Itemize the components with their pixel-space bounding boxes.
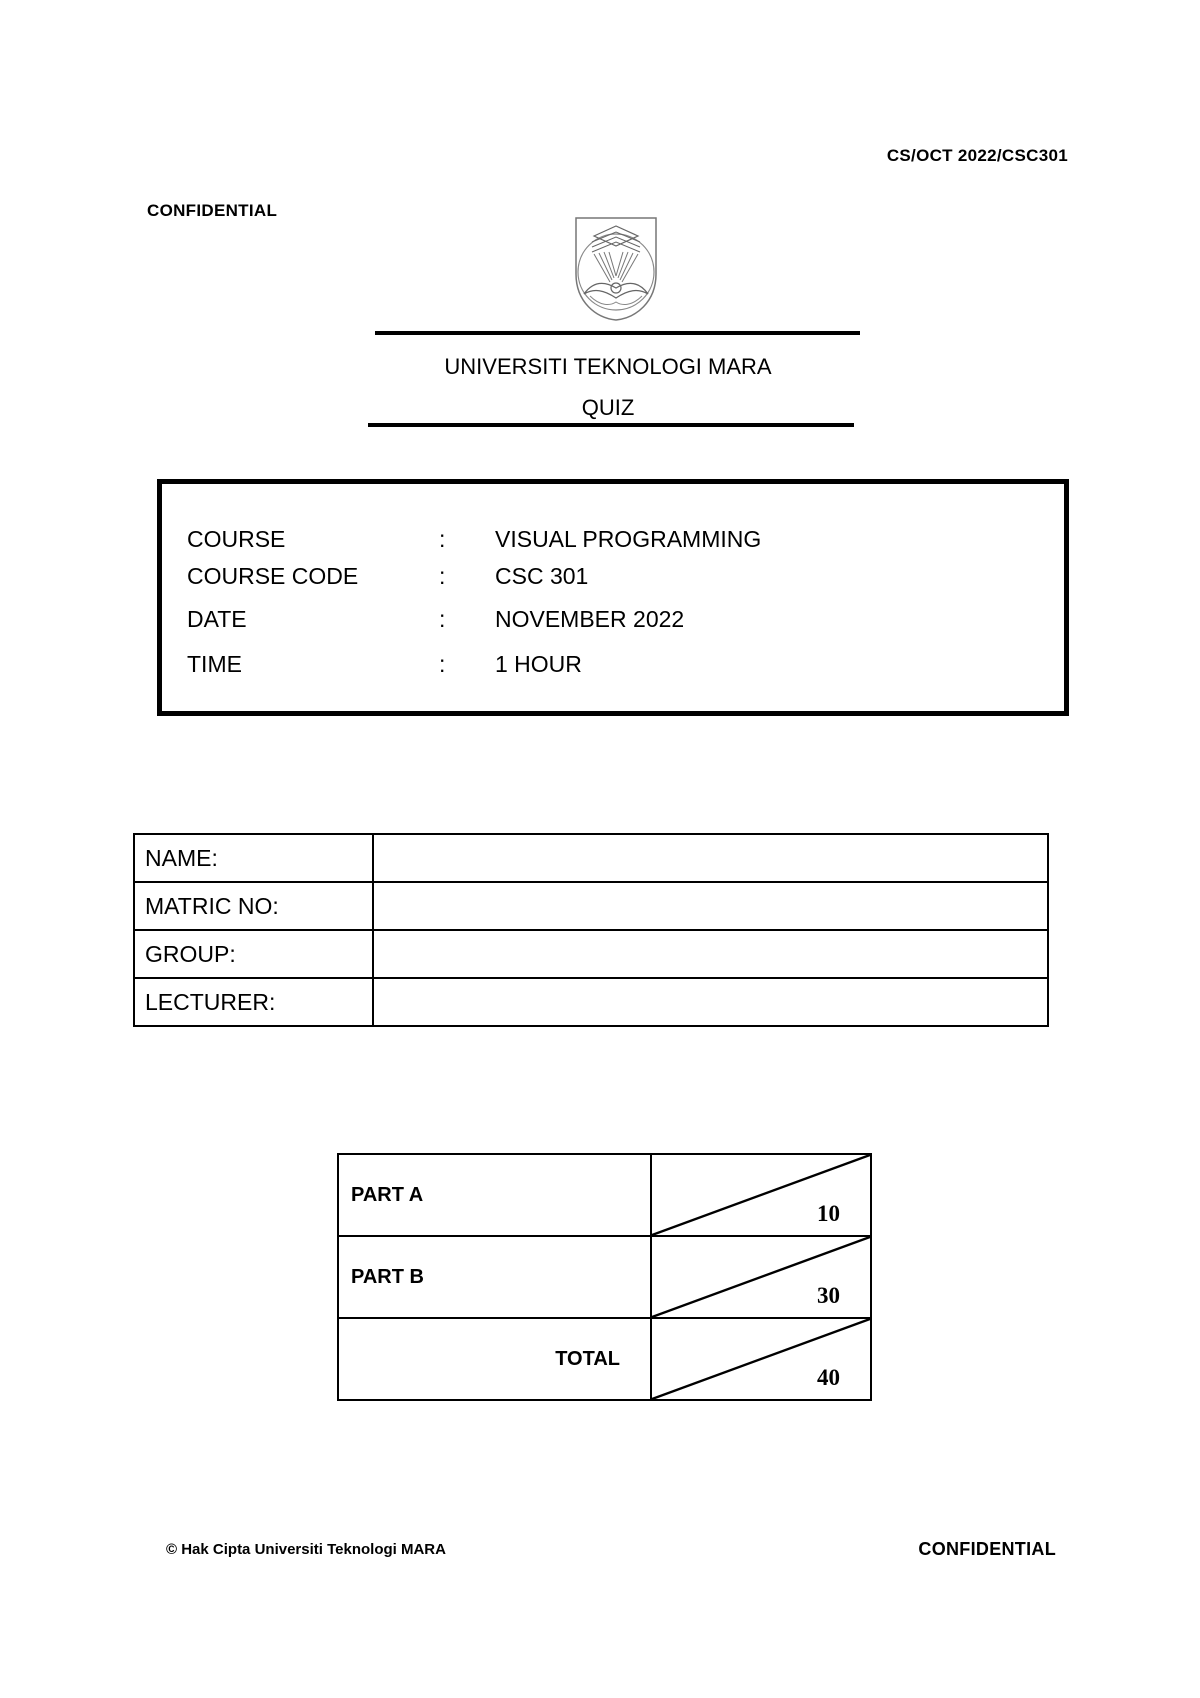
part-a-label: PART A [338, 1154, 651, 1236]
exam-type: QUIZ [581, 395, 635, 420]
lecturer-label: LECTURER: [134, 978, 373, 1026]
course-code-label: COURSE CODE [187, 563, 359, 589]
time-label: TIME [187, 651, 242, 677]
table-row [134, 834, 1048, 882]
date-value: NOVEMBER 2022 [495, 606, 685, 632]
course-info-box [157, 479, 1069, 716]
document-reference: CS/OCT 2022/CSC301 [886, 146, 1068, 165]
table-row [338, 1154, 871, 1236]
name-label: NAME: [134, 834, 373, 882]
marks-table [337, 1153, 872, 1401]
table-row [134, 978, 1048, 1026]
table-row [134, 930, 1048, 978]
title-rule-bottom [368, 423, 854, 427]
confidential-label-bottom: CONFIDENTIAL [918, 1539, 1056, 1559]
date-label: DATE [187, 606, 247, 632]
lecturer-field[interactable] [373, 978, 1048, 1026]
table-row [338, 1236, 871, 1318]
title-rule-top [375, 331, 860, 335]
group-label: GROUP: [134, 930, 373, 978]
table-row [338, 1318, 871, 1400]
name-field[interactable] [373, 834, 1048, 882]
course-label: COURSE [187, 526, 286, 552]
course-code-value: CSC 301 [495, 563, 589, 589]
separator: : [439, 606, 446, 632]
grand-total: 40 [817, 1365, 840, 1390]
total-label: TOTAL [338, 1318, 651, 1400]
course-value: VISUAL PROGRAMMING [495, 526, 762, 552]
uitm-crest-icon [570, 214, 662, 324]
separator: : [439, 526, 446, 552]
part-a-score-cell[interactable] [651, 1154, 871, 1236]
university-name: UNIVERSITI TEKNOLOGI MARA [444, 354, 772, 379]
matric-no-field[interactable] [373, 882, 1048, 930]
matric-no-label: MATRIC NO: [134, 882, 373, 930]
part-b-score-cell[interactable] [651, 1236, 871, 1318]
separator: : [439, 563, 446, 589]
copyright-notice: © Hak Cipta Universiti Teknologi MARA [166, 1541, 446, 1558]
part-a-total: 10 [817, 1201, 840, 1226]
time-value: 1 HOUR [495, 651, 582, 677]
part-b-label: PART B [338, 1236, 651, 1318]
total-score-cell[interactable] [651, 1318, 871, 1400]
confidential-label-top: CONFIDENTIAL [147, 201, 278, 220]
group-field[interactable] [373, 930, 1048, 978]
part-b-total: 30 [817, 1283, 840, 1308]
student-details-table [133, 833, 1049, 1027]
separator: : [439, 651, 446, 677]
table-row [134, 882, 1048, 930]
